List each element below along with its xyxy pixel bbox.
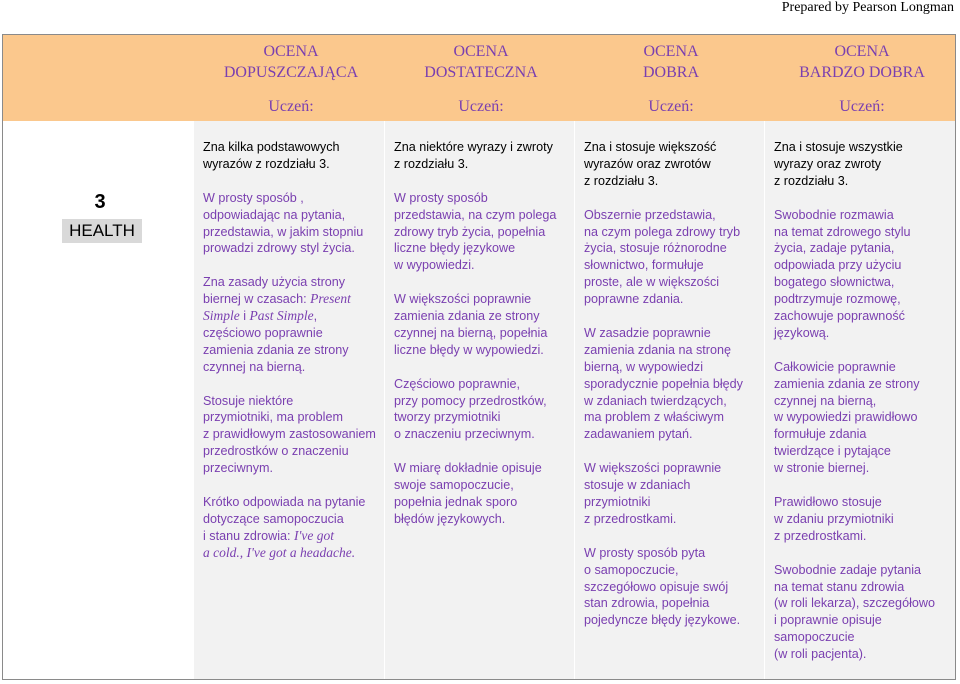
text-line: językową. <box>774 325 830 340</box>
text-line: Stosuje niektóre <box>203 393 294 408</box>
tense-name: Simple <box>203 308 240 324</box>
text-line: dotyczące samopoczucia <box>203 511 344 526</box>
text-line: życia, zadaje pytania, <box>774 241 895 256</box>
text-line: samopoczucie <box>774 630 855 645</box>
text-line: (w roli pacjenta). <box>774 647 867 662</box>
text-line: i stanu zdrowia: <box>203 528 294 543</box>
text-line: wyrazów oraz zwrotów <box>584 156 711 171</box>
text-line: z przedrostkami. <box>774 528 867 543</box>
requirement-health-dialogue <box>584 545 758 630</box>
text-line: w wypowiedzi prawidłowo <box>774 410 918 425</box>
example-phrase: a cold., I've got a headache. <box>203 544 356 560</box>
text-line: przy pomocy przedrostków, <box>394 393 547 408</box>
text-line: bogatego słownictwa, <box>774 275 895 290</box>
requirement-speaking <box>203 190 378 258</box>
requirement-adjectives <box>584 460 758 528</box>
requirement-health-dialogue <box>203 494 378 562</box>
text-line: liczne błędy językowe <box>394 241 516 256</box>
grade-name: BARDZO DOBRA <box>799 64 925 81</box>
text-line: przymiotniki <box>584 494 651 509</box>
text-line: ma problem z właściwym <box>584 410 724 425</box>
column-bardzo-dobra <box>765 121 955 679</box>
text-line: podtrzymuje rozmowę, <box>774 292 901 307</box>
requirement-grammar <box>394 291 568 359</box>
text-line: przedstawia, na czym polega <box>394 207 557 222</box>
requirement-adjectives <box>394 376 568 444</box>
column-dopuszczajaca <box>194 121 384 679</box>
text-line: czynnej na bierną. <box>203 359 306 374</box>
text-line: swoje samopoczucie, <box>394 478 514 493</box>
student-label: Uczeń: <box>268 98 314 115</box>
tense-name: Present <box>310 291 351 307</box>
text-line: proste, ale w większości <box>584 275 720 290</box>
text-line: odpowiadając na pytania, <box>203 207 346 222</box>
text-line: zamienia zdania ze strony <box>774 376 920 391</box>
text-line: popełnia jednak sporo <box>394 494 518 509</box>
requirement-grammar <box>774 359 949 477</box>
text-line: sporadycznie popełnia błędy <box>584 376 743 391</box>
text-line: W prosty sposób pyta <box>584 545 706 560</box>
text-line: stosuje w zdaniach <box>584 478 691 493</box>
grade-label: OCENA <box>263 43 319 60</box>
text-line: W prosty sposób , <box>203 190 304 205</box>
requirement-speaking <box>394 190 568 275</box>
header-dobra <box>576 41 766 117</box>
text-line: , <box>313 309 318 324</box>
text-line: szczegółowo opisuje swój <box>584 579 729 594</box>
text-line: w wypowiedzi. <box>394 258 475 273</box>
requirement-vocabulary <box>584 139 758 190</box>
chapter-title: HEALTH <box>62 219 142 243</box>
student-label: Uczeń: <box>648 98 694 115</box>
text-line: na czym polega zdrowy tryb <box>584 224 741 239</box>
text-line: zadawaniem pytań. <box>584 427 693 442</box>
text-line: Częściowo poprawnie, <box>394 376 520 391</box>
text-line: w zdaniu przymiotniki <box>774 511 894 526</box>
grade-name: DOBRA <box>642 64 699 81</box>
requirement-speaking <box>584 207 758 308</box>
text-line: przymiotniki, ma problem <box>203 410 343 425</box>
text-line: W prosty sposób <box>394 190 488 205</box>
text-line: z rozdziału 3. <box>394 156 469 171</box>
text-line: w zdaniach twierdzących, <box>584 393 727 408</box>
text-line: Zna kilka podstawowych <box>203 140 340 154</box>
text-line: czynnej na bierną, popełnia <box>394 325 548 340</box>
requirement-adjectives <box>774 494 949 545</box>
text-line: formułuje zdania <box>774 427 867 442</box>
grade-label: OCENA <box>834 43 890 60</box>
header-dostateczna <box>386 41 576 117</box>
chapter-number: 3 <box>94 191 106 213</box>
text-line: zamienia zdania na stronę <box>584 342 732 357</box>
text-line: zdrowy tryb życia, popełnia <box>394 224 546 239</box>
text-line: na temat stanu zdrowia <box>774 579 905 594</box>
text-line: twierdzące i pytające <box>774 444 891 459</box>
column-dostateczna <box>385 121 574 679</box>
text-line: Swobodnie rozmawia <box>774 207 894 222</box>
grade-name: DOPUSZCZAJĄCA <box>223 64 359 81</box>
text-line: i <box>239 309 250 324</box>
grade-label: OCENA <box>453 43 509 60</box>
text-line: czynnej na bierną, <box>774 393 877 408</box>
text-line: w stronie biernej. <box>774 461 870 476</box>
requirement-grammar <box>584 325 758 443</box>
text-line: błędów językowych. <box>394 511 506 526</box>
text-line: W większości poprawnie <box>584 461 722 476</box>
student-label: Uczeń: <box>839 98 885 115</box>
text-line: z prawidłowym zastosowaniem <box>203 427 376 442</box>
requirement-vocabulary <box>774 139 949 190</box>
requirement-adjectives <box>203 393 378 478</box>
text-line: Zna i stosuje wszystkie <box>774 140 903 154</box>
table-header <box>3 35 955 121</box>
requirement-vocabulary <box>203 139 378 173</box>
text-line: prowadzi zdrowy styl życia. <box>203 241 355 256</box>
text-line: zachowuje poprawność <box>774 309 905 324</box>
text-line: z rozdziału 3. <box>774 173 849 188</box>
text-line: życia, stosuje różnorodne <box>584 241 727 256</box>
tense-name: Past Simple <box>249 308 314 324</box>
text-line: częściowo poprawnie <box>203 325 323 340</box>
requirement-grammar <box>203 274 378 375</box>
example-phrase: I've got <box>294 527 334 543</box>
student-label: Uczeń: <box>458 98 504 115</box>
text-line: W miarę dokładnie opisuje <box>394 461 542 476</box>
grade-name: DOSTATECZNA <box>424 64 538 81</box>
text-line: zamienia zdania ze strony <box>394 309 540 324</box>
text-line: Obszernie przedstawia, <box>584 207 716 222</box>
text-line: biernej w czasach: <box>203 292 311 307</box>
text-line: i poprawnie opisuje <box>774 613 882 628</box>
text-line: tworzy przymiotniki <box>394 410 501 425</box>
text-line: o samopoczucie, <box>584 562 679 577</box>
text-line: wyrazów z rozdziału 3. <box>203 156 330 171</box>
text-line: Prawidłowo stosuje <box>774 494 882 509</box>
text-line: pojedyncze błędy językowe. <box>584 613 741 628</box>
text-line: odpowiada przy użyciu <box>774 258 902 273</box>
text-line: Zna i stosuje większość <box>584 140 717 154</box>
text-line: na temat zdrowego stylu <box>774 224 911 239</box>
header-bardzo-dobra <box>767 41 957 117</box>
text-line: przedstawia, w jakim stopniu <box>203 224 364 239</box>
text-line: Swobodnie zadaje pytania <box>774 562 922 577</box>
requirement-vocabulary <box>394 139 568 173</box>
text-line: z przedrostkami. <box>584 511 677 526</box>
requirement-health-dialogue <box>774 562 949 663</box>
requirement-speaking <box>774 207 949 342</box>
text-line: bierną, w wypowiedzi <box>584 359 703 374</box>
column-dobra <box>575 121 764 679</box>
text-line: Krótko odpowiada na pytanie <box>203 494 366 509</box>
requirements-table <box>2 34 956 680</box>
text-line: przeciwnym. <box>203 461 273 476</box>
text-line: liczne błędy w wypowiedzi. <box>394 342 544 357</box>
text-line: Całkowicie poprawnie <box>774 359 896 374</box>
chapter-cell <box>3 121 193 679</box>
text-line: W większości poprawnie <box>394 292 532 307</box>
prepared-by-note: Prepared by Pearson Longman <box>781 0 954 15</box>
requirement-health-dialogue <box>394 460 568 528</box>
text-line: zamienia zdania ze strony <box>203 342 349 357</box>
text-line: poprawne zdania. <box>584 292 684 307</box>
text-line: z rozdziału 3. <box>584 173 659 188</box>
text-line: Zna niektóre wyrazy i zwroty <box>394 140 553 154</box>
text-line: przedrostków o znaczeniu <box>203 444 349 459</box>
text-line: o znaczeniu przeciwnym. <box>394 427 535 442</box>
text-line: wyrazy oraz zwroty <box>774 156 882 171</box>
text-line: słownictwo, formułuje <box>584 258 704 273</box>
text-line: stan zdrowia, popełnia <box>584 596 710 611</box>
text-line: W zasadzie poprawnie <box>584 325 711 340</box>
text-line: Zna zasady użycia strony <box>203 275 346 290</box>
text-line: (w roli lekarza), szczegółowo <box>774 596 935 611</box>
header-dopuszczajaca <box>196 41 386 117</box>
grade-label: OCENA <box>643 43 699 60</box>
